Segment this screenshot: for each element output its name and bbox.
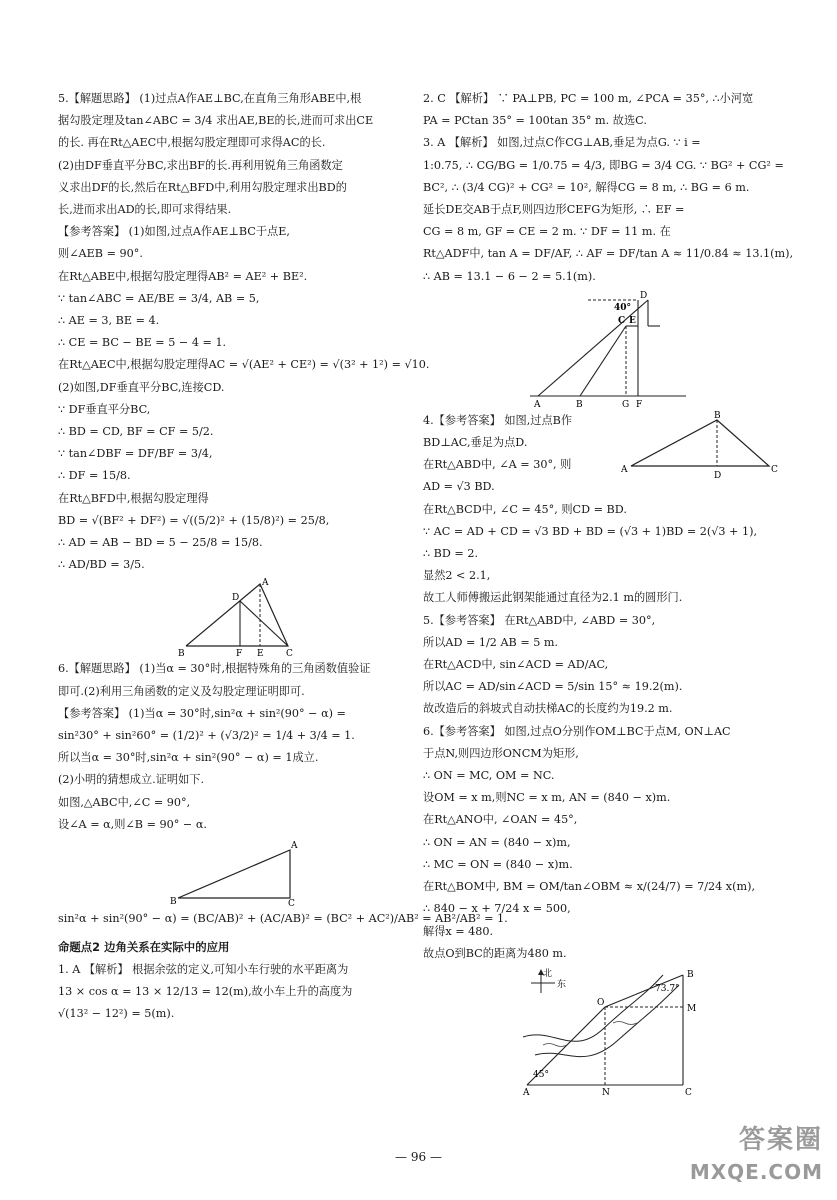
text-line: 6.【参考答案】 如图,过点O分别作OM⊥BC于点M, ON⊥AC [423,724,731,738]
text-line: 【参考答案】 (1)如图,过点A作AE⊥BC于点E, [58,225,290,239]
text-line: PA = PCtan 35° = 100tan 35° m. 故选C. [423,114,647,128]
text-line: 3. A 【解析】 如图,过点C作CG⊥AB,垂足为点G. ∵ i = [423,136,701,150]
fig6r-label-C: C [685,1087,692,1098]
text-line: ∵ AC = AD + CD = √3 BD + BD = (√3 + 1)BD = 2(√3 + 1), [423,524,758,538]
fig6r-label-angle-45: 45° [533,1069,549,1080]
text-line: 在Rt△AEC中,根据勾股定理得AC = √(AE² + CE²) = √(3² + 1²) = √10. [58,358,430,372]
text-line: 所以AD = 1/2 AB = 5 m. [423,635,559,649]
text-line: ∴ MC = ON = (840 − x)m. [423,857,573,871]
fig3-label-D: D [640,290,648,301]
figure-river-problem-6 [513,967,703,1098]
figure-triangle-abc-5 [178,578,298,660]
text-line: 【参考答案】 (1)当α = 30°时,sin²α + sin²(90° − α) = [58,706,346,720]
text-line: (2)由DF垂直平分BC,求出BF的长.再利用锐角三角函数定 [58,158,343,172]
text-line: Rt△ADF中, tan A = DF/AF, ∴ AF = DF/tan A ≈ 11/0.84 ≈ 13.1(m), [423,247,794,261]
text-line: 解得x = 480. [423,924,494,938]
text-line: 1:0.75, ∴ CG/BG = 1/0.75 = 4/3, 即BG = 3/4 CG. ∵ BG² + CG² = [423,158,784,172]
text-line: ∴ BD = CD, BF = CF = 5/2. [58,425,214,439]
text-line: 13 × cos α = 13 × 12/13 = 12(m),故小车上升的高度为 [58,984,353,998]
fig6r-label-A: A [523,1087,530,1098]
text-line: 在Rt△BOM中, BM = OM/tan∠OBM ≈ x/(24/7) = 7/24 x(m), [423,880,756,894]
text-line: 设∠A = α,则∠B = 90° − α. [58,817,207,831]
text-line: 5.【参考答案】 在Rt△ABD中, ∠ABD = 30°, [423,613,656,627]
figure-right-triangle-6 [168,838,308,910]
fig3-label-C: C [618,315,626,326]
text-line: 则∠AEB = 90°. [58,247,143,261]
text-line: 于点N,则四边形ONCM为矩形, [423,746,579,760]
fig6r-label-north: 北 [543,968,553,979]
text-line: 延长DE交AB于点F,则四边形CEFG为矩形, ∴ EF = [423,203,685,217]
text-line: BC², ∴ (3/4 CG)² + CG² = 10², 解得CG = 8 m, ∴ BG = 6 m. [423,180,750,194]
fig6r-label-angle-73: 73.7° [655,983,680,994]
text-line: ∵ tan∠DBF = DF/BF = 3/4, [58,447,213,461]
problems-4-6-block [423,410,785,965]
text-line: 如图,△ABC中,∠C = 90°, [58,795,191,809]
text-line: 故改造后的斜坡式自动扶梯AC的长度约为19.2 m. [423,702,673,716]
text-line: 设OM = x m,则NC = x m, AN = (840 − x)m. [423,791,671,805]
text-line: 5.【解题思路】 (1)过点A作AE⊥BC,在直角三角形ABE中,根 [58,92,362,105]
text-line: 义求出DF的长,然后在Rt△BFD中,利用勾股定理求出BD的 [58,180,347,194]
text-line: 在Rt△BFD中,根据勾股定理得 [58,491,209,505]
text-line: ∵ DF垂直平分BC, [58,402,151,416]
fig5-label-F: F [236,649,243,660]
text-line: ∴ ON = MC, OM = NC. [423,769,555,783]
text-line: ∴ 840 − x + 7/24 x = 500, [423,902,571,916]
problems-2-3-block [423,88,794,288]
section-heading: 命题点2 边角关系在实际中的应用 [58,940,230,955]
fig5-label-C: C [286,649,293,660]
text-line: ∴ AB = 13.1 − 6 − 2 = 5.1(m). [423,269,596,283]
fig6r-label-B: B [687,969,694,980]
text-line: sin²30° + sin²60° = (1/2)² + (√3/2)² = 1/4 + 3/4 = 1. [58,729,355,743]
text-line: √(13² − 12²) = 5(m). [58,1006,175,1020]
fig5-label-E: E [257,649,264,660]
fig6-label-C: C [288,899,295,910]
text-line: 故工人师傅搬运此钢架能通过直径为2.1 m的圆形门. [423,591,683,605]
text-line: ∴ DF = 15/8. [58,469,131,483]
text-line: CG = 8 m, GF = CE = 2 m. ∵ DF = 11 m. 在 [423,225,671,239]
text-line: 故点O到BC的距离为480 m. [423,946,567,960]
fig3-label-G: G [622,399,630,410]
text-line: sin²α + sin²(90° − α) = (BC/AB)² + (AC/AB)² = (BC² + AC²)/AB² = AB²/AB² = 1. [58,912,508,926]
fig4-label-A: A [621,464,628,475]
text-line: (2)如图,DF垂直平分BC,连接CD. [58,380,225,394]
text-line: 在Rt△BCD中, ∠C = 45°, 则CD = BD. [423,502,627,516]
text-line: 据勾股定理及tan∠ABC = 3/4 求出AE,BE的长,进而可求出CE [58,114,374,128]
text-line: 4.【参考答案】 如图,过点B作 [423,413,573,427]
text-line: (2)小明的猜想成立.证明如下. [58,773,205,787]
fig6r-label-O: O [597,997,605,1008]
text-line: 在Rt△ABD中, ∠A = 30°, 则 [423,458,572,472]
text-line: 即可.(2)利用三角函数的定义及勾股定理证明即可. [58,684,305,698]
fig3-label-F: F [636,399,643,410]
fig6-label-A: A [291,841,298,852]
text-line: 在Rt△ACD中, sin∠ACD = AD/AC, [423,658,609,672]
text-line: ∴ AD = AB − BD = 5 − 25/8 = 15/8. [58,536,263,550]
text-line: 6.【解题思路】 (1)当α = 30°时,根据特殊角的三角函数值验证 [58,662,371,676]
text-line: 所以AC = AD/sin∠ACD = 5/sin 15° ≈ 19.2(m). [423,680,683,694]
fig6r-label-east: 东 [557,979,567,990]
problem-5-block [58,88,430,576]
watermark-logo-text: 答案圈 [738,1125,823,1155]
text-line: BD⊥AC,垂足为点D. [423,436,528,450]
right-column [423,88,794,1098]
text-line: 在Rt△ABE中,根据勾股定理得AB² = AE² + BE². [58,269,308,283]
figure-triangle-problem-4 [621,412,781,484]
text-line: ∴ AE = 3, BE = 4. [58,314,160,328]
problem-6-block [58,658,414,836]
fig3-label-A: A [534,399,541,410]
page-number: — 96 — [395,1150,442,1164]
fig3-label-B: B [576,399,583,410]
text-line: 长,进而求出AD的长,即可求得结果. [58,203,232,217]
text-line: BD = √(BF² + DF²) = √((5/2)² + (15/8)²) = 25/8, [58,513,330,527]
fig5-label-A: A [262,578,269,589]
fig5-label-B: B [178,649,185,660]
text-line: 1. A 【解析】 根据余弦的定义,可知小车行驶的水平距离为 [58,962,349,976]
text-line: ∴ CE = BC − BE = 5 − 4 = 1. [58,336,227,350]
fig4-label-D: D [714,470,722,481]
fig6r-label-M: M [687,1003,697,1014]
fig3-label-E: E [629,315,636,326]
fig4-label-C: C [771,464,778,475]
text-line: 在Rt△ANO中, ∠OAN = 45°, [423,813,578,827]
fig4-label-B: B [714,410,721,421]
fig6r-label-N: N [602,1087,610,1098]
text-line: 2. C 【解析】 ∵ PA⊥PB, PC = 100 m, ∠PCA = 35°, ∴小河宽 [423,92,754,105]
text-line: 显然2 < 2.1, [423,569,491,583]
text-line: 所以当α = 30°时,sin²α + sin²(90° − α) = 1成立. [58,751,319,765]
text-line: AD = √3 BD. [423,480,495,494]
text-line: ∴ ON = AN = (840 − x)m, [423,835,571,849]
text-line: ∴ AD/BD = 3/5. [58,558,145,572]
fig6-label-B: B [170,897,177,908]
figure-slope-problem-3 [528,290,688,408]
text-line: ∴ BD = 2. [423,547,479,561]
fig5-label-D: D [232,593,240,604]
text-line: ∵ tan∠ABC = AE/BE = 3/4, AB = 5, [58,291,260,305]
fig3-label-angle: 40° [614,302,632,313]
watermark-url: MXQE.COM [689,1160,823,1184]
text-line: 的长. 再在Rt△AEC中,根据勾股定理即可求得AC的长. [58,136,326,150]
